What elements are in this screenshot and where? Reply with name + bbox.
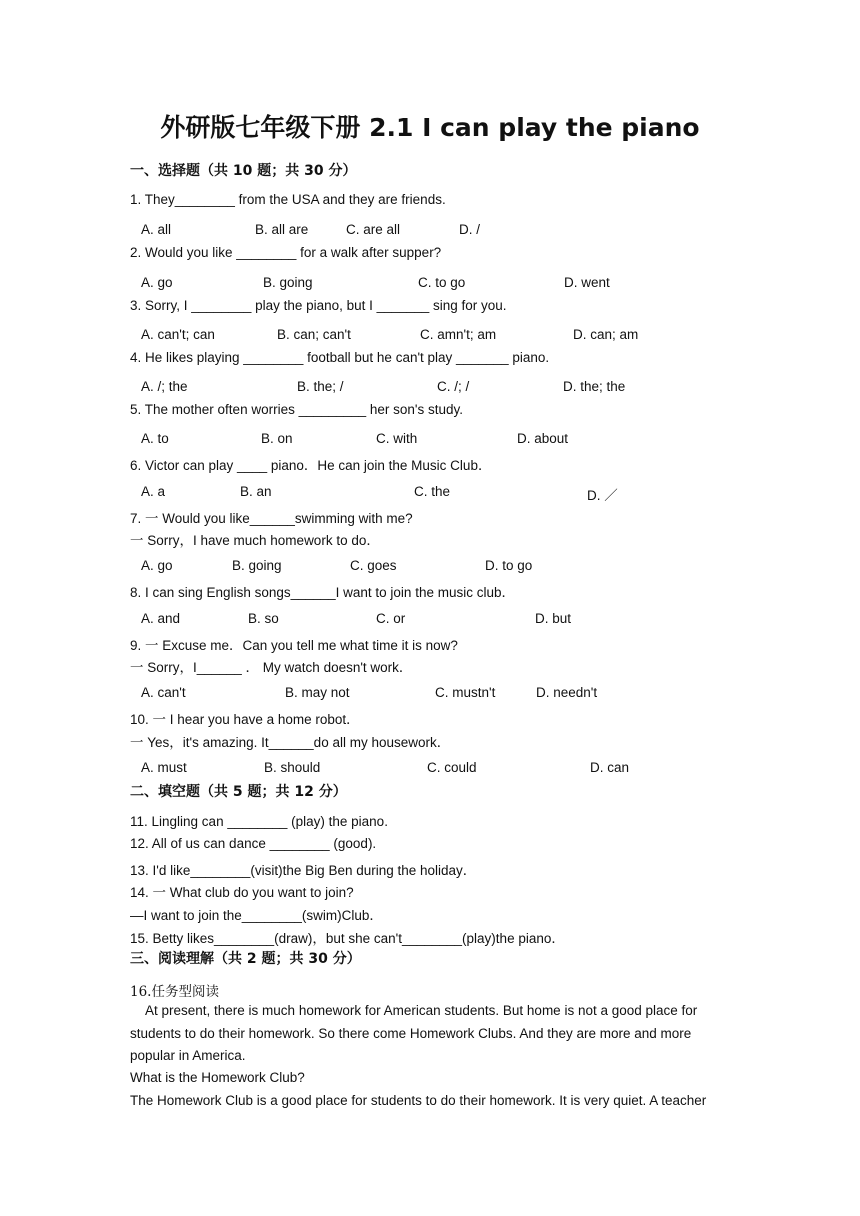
question-5: 5. The mother often worries _________ her son's study. [130, 402, 464, 417]
option-a: A. and [141, 611, 181, 626]
option-b: B. the; / [297, 379, 344, 394]
option-d: D. needn't [536, 685, 598, 700]
option-d: D. ／ [587, 488, 618, 503]
option-b: B. may not [285, 685, 350, 700]
question-6: 6. Victor can play ____ piano．He can join the Music Club． [130, 458, 492, 473]
option-c: C. with [376, 431, 418, 446]
option-a: A. a [141, 484, 166, 499]
reading-subheading: What is the Homework Club? [130, 1070, 305, 1085]
section-heading-multiple-choice: 一、选择题（共 10 题；共 30 分） [130, 163, 357, 179]
option-d: D. went [564, 275, 610, 290]
question-12: 12. All of us can dance ________ (good). [130, 836, 377, 851]
option-a: A. go [141, 275, 173, 290]
option-b: B. an [240, 484, 272, 499]
question-13: 13. I'd like________(visit)the Big Ben during the holiday． [130, 863, 477, 878]
reading-paragraph-1: At present, there is much homework for American students. But home is not a good place for students to do their homework. So there come Homework Clubs. And they are more and more popular in America. [130, 1003, 698, 1063]
option-a: A. can't [141, 685, 186, 700]
question-14-response: —I want to join the________(swim)Club． [130, 908, 383, 923]
reading-paragraph-2: The Homework Club is a good place for students to do their homework. It is very quiet. A teacher [130, 1093, 707, 1108]
option-a: A. go [141, 558, 173, 573]
option-c: C. /; / [437, 379, 470, 394]
option-d: D. can [590, 760, 630, 775]
question-2: 2. Would you like ________ for a walk after supper? [130, 245, 442, 260]
option-a: A. must [141, 760, 187, 775]
question-5-options [141, 431, 761, 451]
question-3: 3. Sorry, I ________ play the piano, but I _______ sing for you. [130, 298, 507, 313]
option-c: C. amn't; am [420, 327, 497, 342]
option-a: A. /; the [141, 379, 188, 394]
question-7-options [141, 558, 761, 578]
question-15: 15. Betty likes________(draw)，but she can't________(play)the piano． [130, 931, 565, 946]
option-d: D. can; am [573, 327, 639, 342]
option-a: A. all [141, 222, 172, 237]
option-b: B. can; can't [277, 327, 351, 342]
option-d: D. about [517, 431, 569, 446]
question-7: 7. 一 Would you like______swimming with me? [130, 511, 413, 526]
question-10: 10. 一 I hear you have a home robot． [130, 712, 360, 727]
option-d: D. to go [485, 558, 533, 573]
question-16-label: 16.任务型阅读 [130, 984, 219, 1000]
option-c: C. are all [346, 222, 401, 237]
question-10-options [141, 760, 761, 780]
question-9: 9. 一 Excuse me．Can you tell me what time it is now? [130, 638, 458, 653]
option-d: D. but [535, 611, 572, 626]
section-heading-reading: 三、阅读理解（共 2 题；共 30 分） [130, 951, 361, 967]
option-d: D. the; the [563, 379, 626, 394]
question-8: 8. I can sing English songs______I want to join the music club． [130, 585, 515, 600]
option-c: C. mustn't [435, 685, 496, 700]
option-c: C. to go [418, 275, 466, 290]
option-d: D. / [459, 222, 481, 237]
question-6-options [141, 484, 761, 504]
page-title: 外研版七年级下册 2.1 I can play the piano [160, 113, 700, 142]
option-b: B. going [263, 275, 313, 290]
question-1-options [141, 222, 761, 242]
question-11: 11. Lingling can ________ (play) the piano. [130, 814, 388, 829]
option-c: C. the [414, 484, 451, 499]
question-9-options [141, 685, 761, 705]
question-3-options [141, 327, 761, 347]
option-b: B. going [232, 558, 282, 573]
option-a: A. can't; can [141, 327, 215, 342]
option-b: B. so [248, 611, 279, 626]
question-14: 14. 一 What club do you want to join? [130, 885, 354, 900]
section-heading-fill-blank: 二、填空题（共 5 题；共 12 分） [130, 784, 347, 800]
option-a: A. to [141, 431, 169, 446]
option-c: C. or [376, 611, 406, 626]
question-1: 1. They________ from the USA and they are friends. [130, 192, 446, 207]
option-c: C. goes [350, 558, 397, 573]
question-10-response: 一 Yes，it's amazing. It______do all my housework． [130, 735, 451, 750]
option-b: B. all are [255, 222, 309, 237]
option-b: B. should [264, 760, 321, 775]
question-9-response: 一 Sorry，I______ ． My watch doesn't work． [130, 660, 413, 675]
option-c: C. could [427, 760, 477, 775]
question-4: 4. He likes playing ________ football but he can't play _______ piano. [130, 350, 550, 365]
question-7-response: 一 Sorry，I have much homework to do． [130, 533, 380, 548]
question-2-options [141, 275, 761, 295]
option-b: B. on [261, 431, 293, 446]
question-4-options [141, 379, 761, 399]
question-8-options [141, 611, 761, 631]
